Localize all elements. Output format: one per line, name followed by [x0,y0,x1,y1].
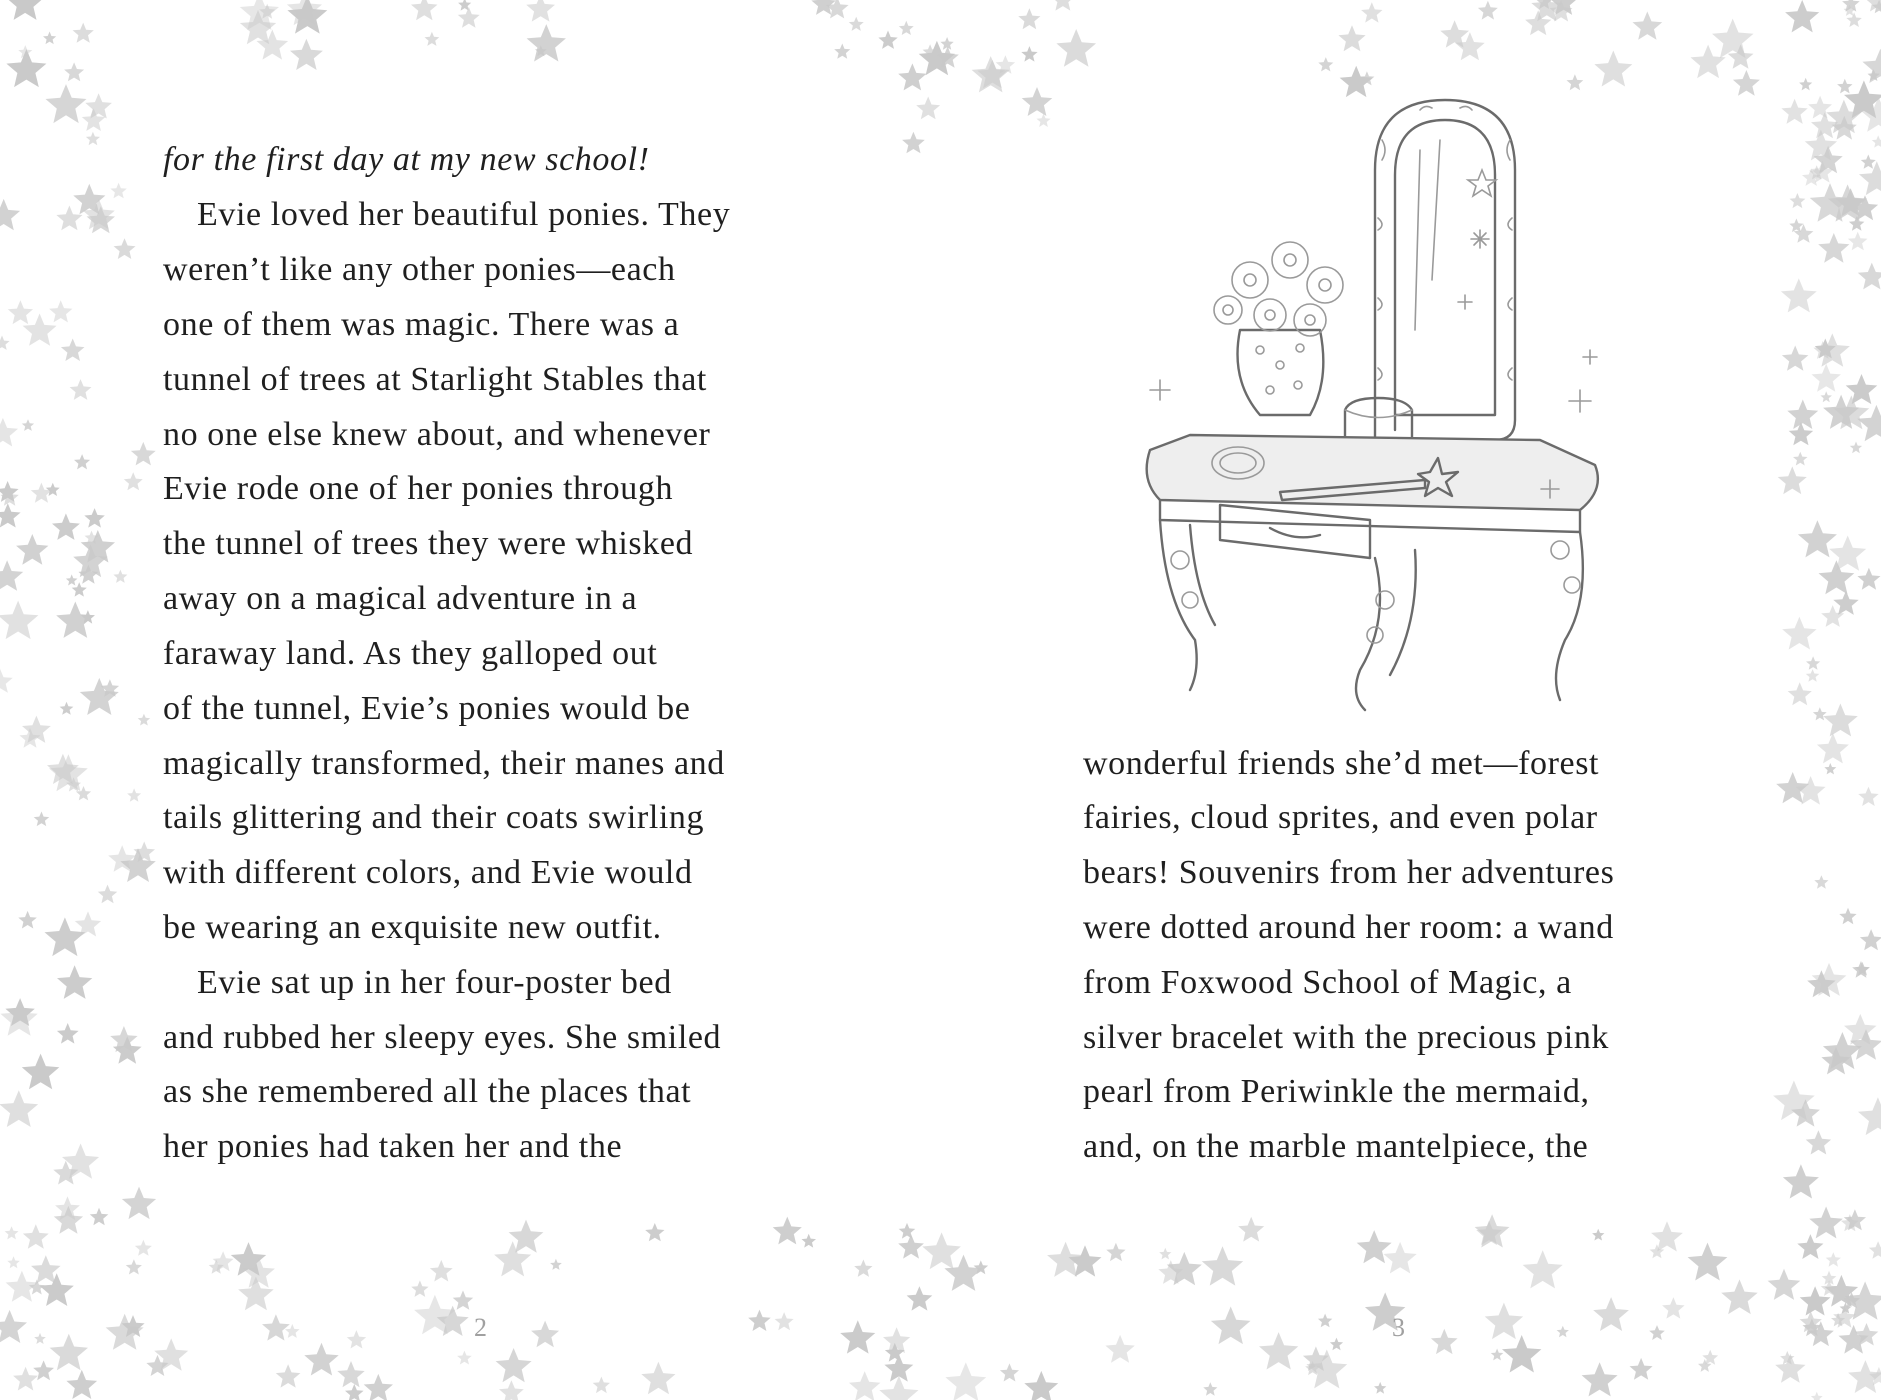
star-icon [1823,704,1858,737]
star-icon [1318,1314,1332,1328]
star-icon [74,454,90,469]
star-icon [1797,1234,1823,1259]
star-icon [0,199,20,230]
star-icon [411,1280,428,1297]
star-icon [1593,1297,1629,1331]
star-icon [496,1348,532,1382]
star-icon [50,1334,88,1371]
star-icon [84,508,105,527]
star-icon [1858,1097,1881,1135]
text-line: from Foxwood School of Magic, a [1083,964,1572,1001]
star-icon [1806,1130,1831,1154]
star-icon [593,1377,610,1394]
star-icon [1821,391,1832,402]
star-icon [34,1333,46,1344]
star-icon [1374,1382,1386,1394]
star-icon [57,1023,79,1044]
star-icon [849,1371,880,1400]
star-icon [1846,12,1861,27]
star-icon [126,1259,142,1274]
star-icon [1857,568,1880,590]
star-icon [1806,669,1820,682]
star-icon [22,419,34,431]
star-icon [1259,1332,1298,1369]
star-icon [1491,1349,1504,1361]
star-icon [31,483,52,503]
star-icon [1787,400,1818,430]
star-icon [834,44,850,59]
star-icon [1384,1242,1417,1274]
star-icon [775,1312,794,1330]
star-icon [23,1224,49,1249]
right-page-text [1083,0,1723,1200]
star-icon [1051,0,1075,11]
star-icon [86,132,100,145]
star-icon [902,132,925,154]
star-icon [238,1277,274,1311]
star-icon [849,17,864,31]
star-icon [1809,1207,1843,1239]
star-icon [1811,1392,1823,1400]
star-icon [1557,1326,1569,1338]
star-icon [1817,733,1849,763]
star-icon [110,183,126,199]
star-icon [1790,193,1806,208]
star-icon [262,1314,290,1340]
star-icon [1021,46,1037,62]
star-icon [66,574,78,585]
text-line: tails glittering and their coats swirling [163,799,705,836]
star-icon [1022,87,1053,116]
star-icon [1688,1243,1728,1281]
star-icon [1592,1229,1604,1241]
star-icon [337,1361,364,1387]
star-icon [131,442,156,466]
star-icon [98,885,118,904]
star-icon [1799,78,1812,91]
star-icon [1781,99,1807,124]
star-icon [1238,1217,1264,1242]
star-icon [453,1290,474,1309]
star-icon [364,1374,393,1400]
star-icon [879,1376,918,1400]
text-line: the tunnel of trees they were whisked [163,525,694,562]
star-icon [1649,1325,1665,1340]
star-icon [56,206,82,231]
star-icon [1812,364,1841,392]
text-line: bears! Souvenirs from her adventures [1083,854,1615,891]
star-icon [1833,591,1858,615]
star-icon [1860,929,1881,950]
star-icon [1357,1230,1392,1263]
star-icon [23,314,57,346]
star-icon [748,1310,771,1331]
star-icon [898,63,926,90]
star-icon [531,1321,559,1348]
text-line: of the tunnel, Evie’s ponies would be [163,690,691,727]
star-icon [773,1217,802,1245]
star-icon [22,1054,60,1090]
star-icon [1211,1307,1251,1345]
star-icon [1819,560,1855,594]
star-icon [1330,1338,1343,1351]
star-icon [899,1223,916,1239]
star-icon [0,1090,38,1127]
star-icon [1858,263,1881,290]
star-icon [1793,452,1808,466]
star-icon [1523,1250,1563,1288]
text-line: Evie rode one of her ponies through [163,470,674,507]
text-line: and, on the marble mantelpiece, the [1083,1128,1589,1165]
star-icon [1778,466,1807,494]
star-icon [64,62,84,81]
star-icon [922,1232,961,1269]
star-icon [802,1234,817,1248]
text-line: with different colors, and Evie would [163,854,693,891]
text-line: magically transformed, their manes and [163,745,725,782]
text-line: Evie loved her beautiful ponies. They [197,196,731,233]
star-icon [907,1286,933,1310]
star-icon [1869,1241,1881,1259]
star-icon [34,812,50,827]
text-line: as she remembered all the places that [163,1073,692,1110]
star-icon [0,560,23,591]
star-icon [457,1351,472,1365]
star-icon [1782,346,1809,371]
star-icon [1768,1269,1801,1300]
star-icon [1813,707,1827,720]
star-icon [1431,1329,1458,1354]
text-line: and rubbed her sleepy eyes. She smiled [163,1019,722,1056]
star-icon [494,1241,531,1276]
star-icon [7,1256,19,1268]
star-icon [56,602,94,638]
star-icon [1485,1303,1523,1340]
star-icon [57,965,92,999]
star-icon [61,339,85,362]
star-icon [1858,787,1878,806]
star-icon [1818,233,1849,263]
star-icon [70,379,92,400]
star-icon [49,300,72,322]
text-line: Evie sat up in her four-poster bed [197,964,672,1001]
star-icon [16,534,48,565]
star-icon [1662,1297,1685,1318]
text-line: fairies, cloud sprites, and even polar [1083,799,1598,836]
star-icon [66,1370,97,1399]
star-icon [1849,216,1865,231]
star-icon [1630,1358,1653,1380]
star-icon [641,1362,675,1395]
star-icon [122,1187,156,1220]
star-icon [1105,1335,1134,1363]
star-icon [0,669,13,693]
star-icon [49,754,88,791]
star-icon [304,1343,338,1376]
text-line: weren’t like any other ponies—each [163,251,676,288]
star-icon [138,714,151,726]
star-icon [276,1364,301,1387]
star-icon [1839,908,1856,925]
star-icon [135,1240,152,1256]
star-icon [52,513,80,540]
star-icon [85,93,112,118]
star-icon [1202,1246,1243,1285]
star-icon [60,702,74,715]
star-icon [1733,70,1760,96]
text-line: pearl from Periwinkle the mermaid, [1083,1073,1590,1110]
star-icon [1159,1248,1171,1260]
star-icon [1024,1371,1058,1400]
star-icon [0,1310,27,1343]
star-icon [1475,1214,1510,1247]
text-line: wonderful friends she’d met—forest [1083,745,1600,782]
text-line: were dotted around her room: a wand [1083,909,1614,946]
star-icon [1824,763,1836,774]
star-icon [1850,442,1862,454]
text-line: faraway land. As they galloped out [163,635,658,672]
star-icon [1782,617,1816,650]
star-icon [90,1208,109,1226]
star-icon [916,97,940,120]
star-icon [18,911,37,929]
text-line: no one else knew about, and whenever [163,416,711,453]
star-icon [899,21,914,35]
star-icon [114,238,136,259]
star-icon [1000,1363,1019,1381]
star-icon [124,472,143,490]
star-icon [1826,1252,1841,1267]
star-icon [43,32,56,45]
star-icon [347,1330,366,1348]
page-number-left: 2 [474,1313,487,1342]
star-icon [1502,1335,1541,1373]
star-icon [1582,1362,1618,1396]
star-icon [499,1380,524,1400]
text-line: away on a magical adventure in a [163,580,638,617]
star-icon [113,570,127,583]
star-icon [5,1226,19,1239]
text-line: be wearing an exquisite new outfit. [163,909,662,946]
star-icon [46,84,87,123]
star-icon [73,23,94,43]
star-icon [1798,520,1837,557]
star-icon [1783,1164,1819,1198]
text-line: silver bracelet with the precious pink [1083,1019,1610,1056]
left-page-text [163,0,823,1200]
star-icon [1848,232,1868,251]
star-icon [898,1234,924,1258]
star-icon [29,1280,45,1295]
star-icon [1814,875,1828,889]
star-icon [13,1367,38,1391]
star-icon [854,1260,872,1277]
star-icon [1018,8,1040,29]
star-icon [1872,135,1881,147]
page-number-right: 3 [1392,1313,1405,1342]
text-line: for the first day at my new school! [163,141,650,178]
star-icon [80,678,119,715]
star-icon [0,418,18,447]
text-line: tunnel of trees at Starlight Stables that [163,361,707,398]
star-icon [878,31,897,49]
star-icon [1806,656,1820,670]
star-icon [1837,79,1852,94]
star-icon [430,1260,453,1282]
star-icon [945,1362,986,1400]
star-icon [345,1384,364,1400]
star-icon [1785,0,1819,32]
text-line: one of them was magic. There was a [163,306,680,343]
star-icon [0,336,10,350]
star-icon [1721,1279,1758,1314]
star-icon [8,300,33,324]
star-icon [645,1223,664,1241]
star-icon [550,1259,562,1270]
star-icon [840,1320,875,1353]
star-icon [1106,1243,1125,1261]
star-icon [1167,1252,1202,1285]
star-icon [0,503,21,527]
star-icon [1781,278,1817,312]
star-icon [127,788,141,801]
star-icon [1861,155,1876,169]
star-icon [106,1314,144,1350]
star-icon [1788,682,1812,705]
star-icon [7,0,44,20]
star-icon [46,483,60,496]
star-icon [1037,114,1051,127]
star-icon [1808,96,1832,119]
text-line: her ponies had taken her and the [163,1128,623,1165]
star-icon [0,601,38,640]
star-icon [1203,1382,1217,1396]
